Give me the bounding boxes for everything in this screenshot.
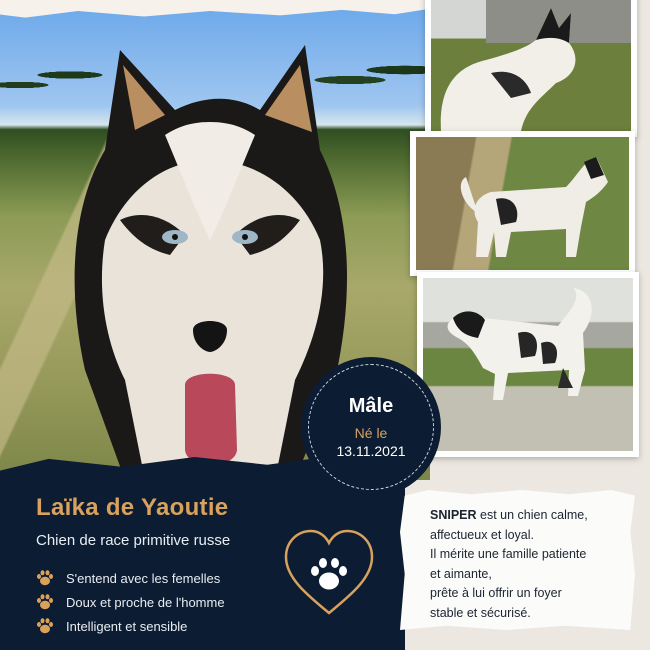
description-line: Il mérite une famille patiente <box>430 547 587 561</box>
trait-text: Doux et proche de l'homme <box>66 594 225 610</box>
badge-born-date: 13.11.2021 <box>336 442 406 459</box>
paw-icon <box>36 618 54 634</box>
photo-standing-dog <box>425 0 637 137</box>
dog-figure <box>423 278 633 451</box>
badge-dashed-ring <box>308 364 434 490</box>
paw-icon <box>36 594 54 610</box>
trait-item <box>36 566 225 590</box>
description-line: affectueux et loyal. <box>430 527 535 542</box>
dog-breed: Chien de race primitive russe <box>36 532 231 549</box>
trait-item <box>36 590 225 614</box>
trait-item <box>36 614 225 638</box>
trait-text: S'entend avec les femelles <box>66 570 221 586</box>
traits-list <box>36 566 225 638</box>
dog-figure <box>431 0 631 131</box>
dog-name: Laïka de Yaoutie <box>36 494 229 521</box>
badge-born-label: Né le <box>354 424 388 441</box>
description-text <box>430 506 630 623</box>
description-line: stable et sécurisé. <box>430 605 531 620</box>
photo-walking-dog <box>417 272 639 457</box>
badge-sex: Mâle <box>348 394 394 417</box>
description-line: prête à lui offrir un foyer <box>430 586 562 600</box>
photo-side-dog <box>410 131 635 276</box>
paw-icon <box>36 570 54 586</box>
top-torn-banner <box>0 0 430 22</box>
description-dog-callname: SNIPER <box>430 508 477 522</box>
dog-figure <box>416 137 629 270</box>
description-line: et aimante, <box>430 566 492 581</box>
heart-paw-icon <box>280 527 378 619</box>
description-line: est un chien calme, <box>476 508 588 522</box>
trait-text: Intelligent et sensible <box>66 618 188 634</box>
sex-birth-badge <box>301 357 441 497</box>
